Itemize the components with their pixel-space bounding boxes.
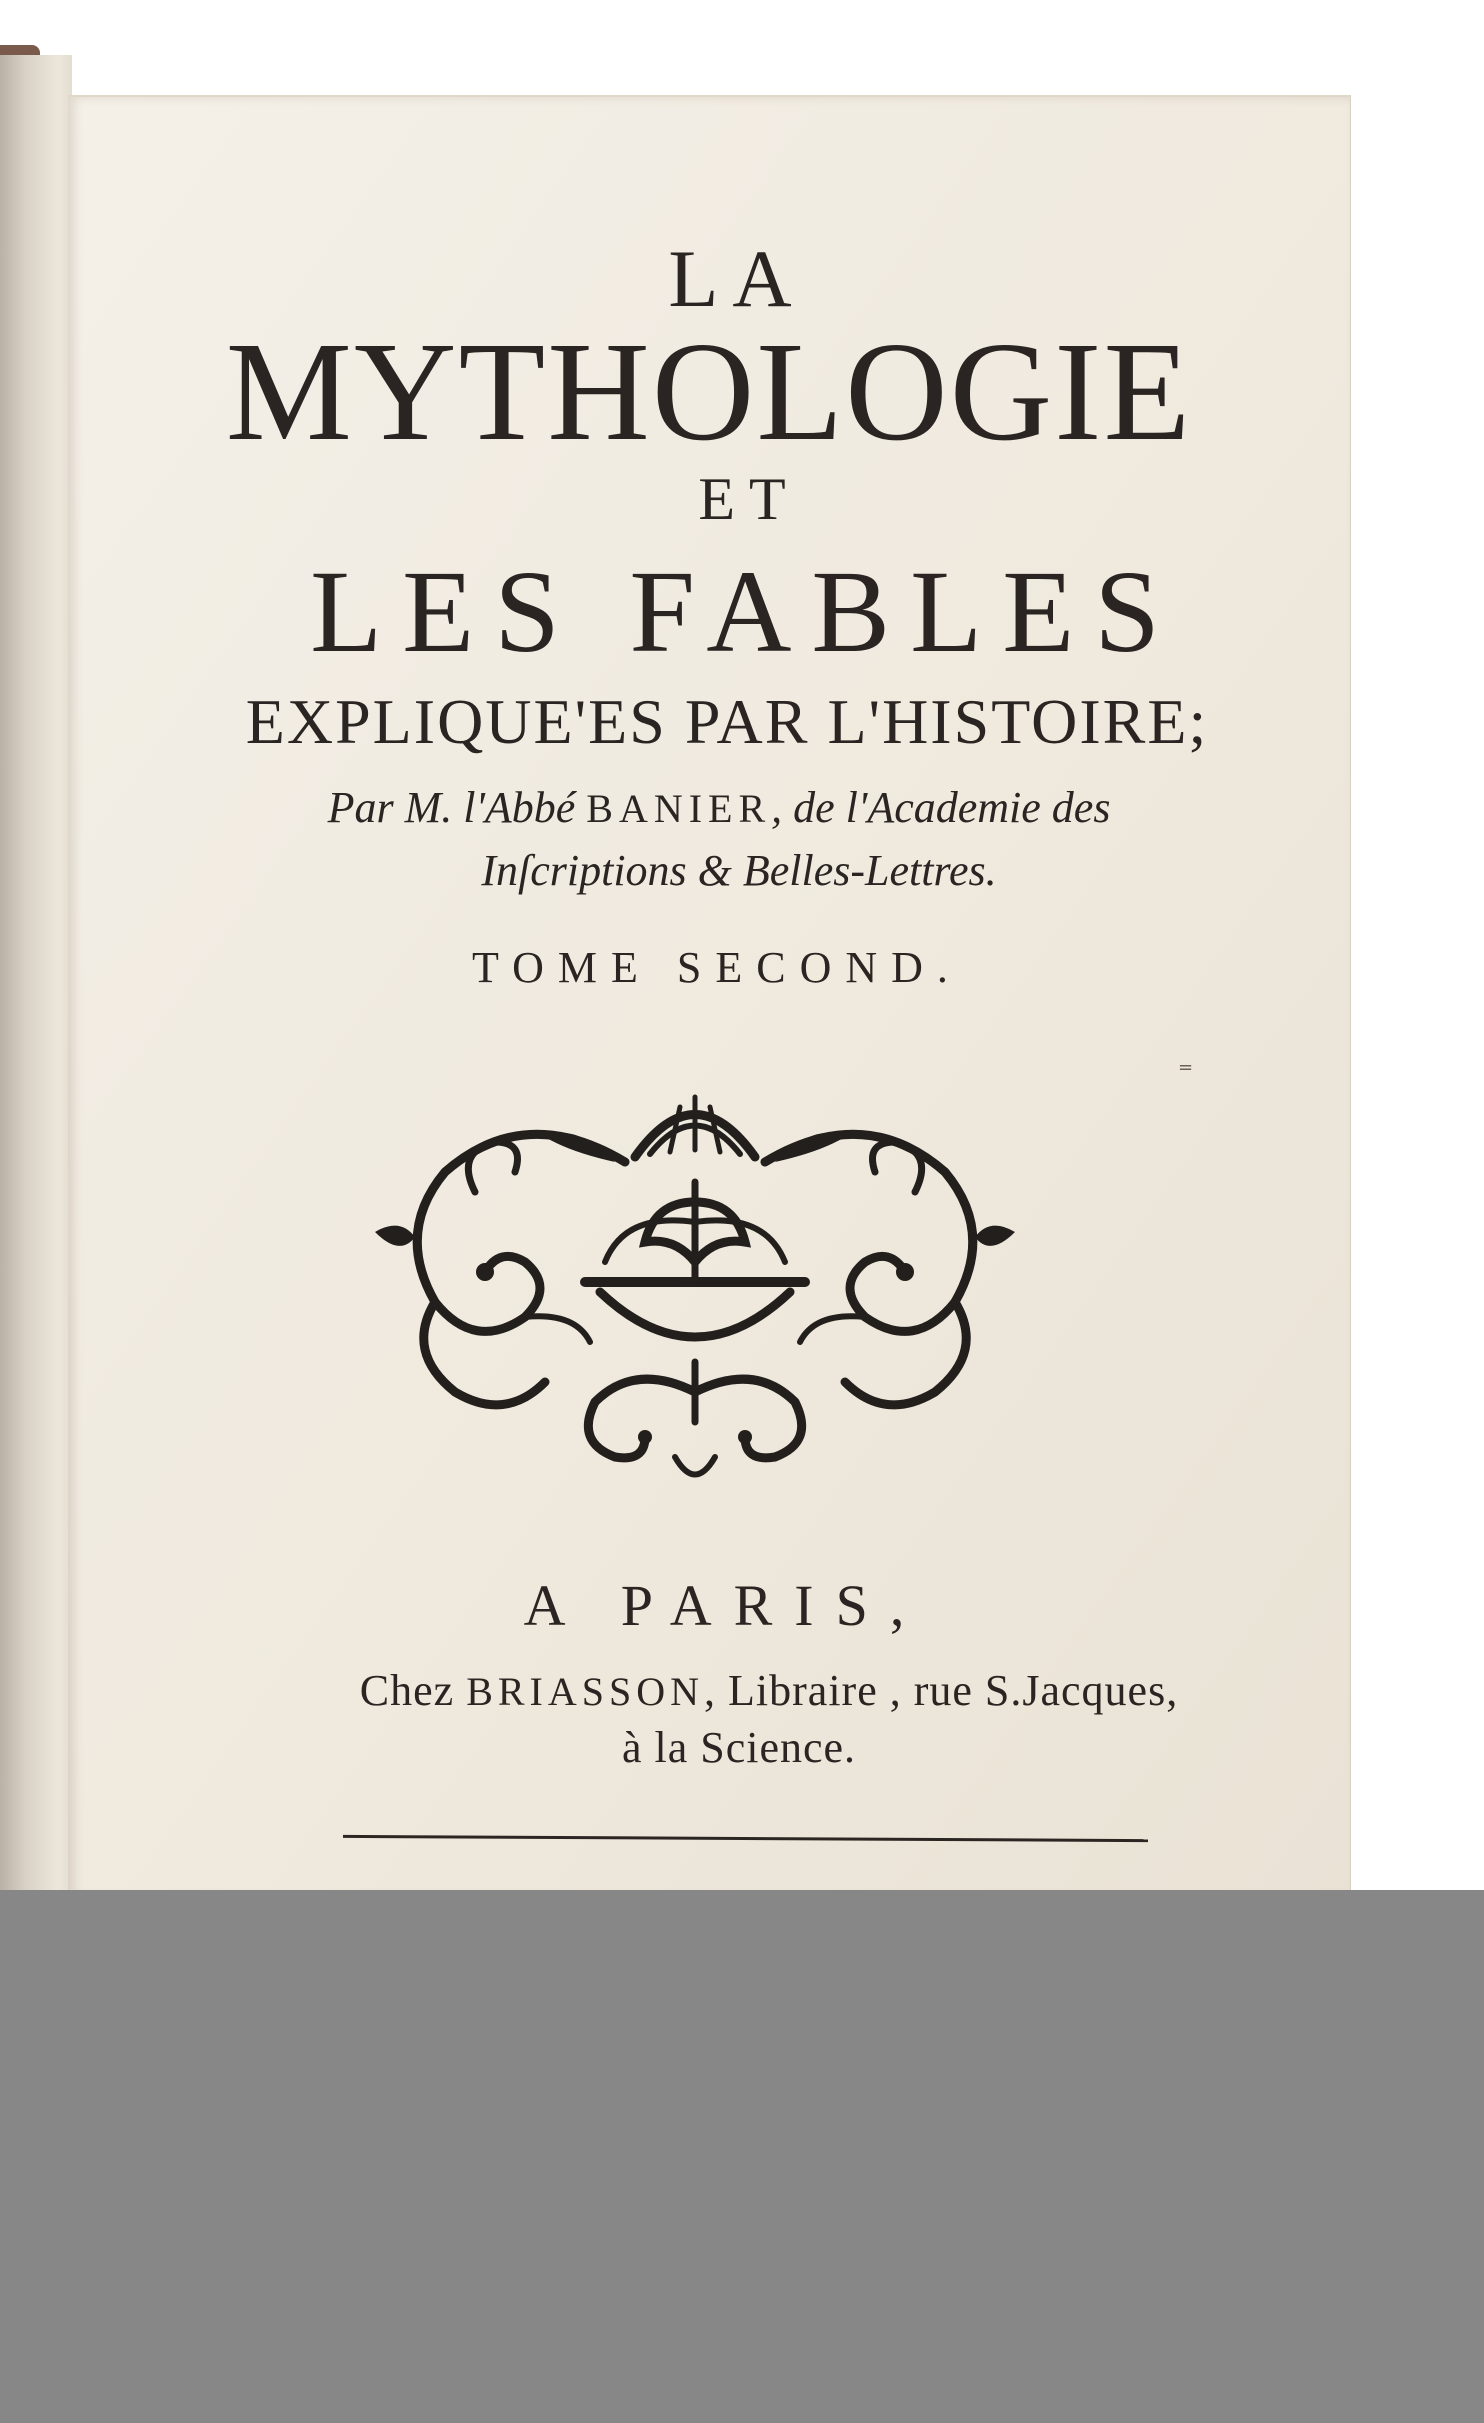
title-line-mythologie: MYTHOLOGIE (225, 312, 1193, 470)
publisher-suffix: , Libraire , rue S.Jacques, (704, 1666, 1179, 1715)
title-line-la: LA (668, 233, 806, 324)
book-spine-edge (0, 55, 72, 1895)
title-line-fables: LES FABLES (310, 546, 1180, 677)
imprint-rule-divider (343, 1835, 1148, 1842)
publisher-prefix: Chez (359, 1666, 467, 1715)
imprint-place: A PARIS, (523, 1573, 927, 1638)
printers-ornament-vase-scrollwork-icon (375, 1062, 1015, 1482)
author-prefix: Par M. l'Abbé (327, 783, 587, 832)
margin-mark: = (1178, 1057, 1194, 1078)
title-line-et: ET (698, 466, 800, 532)
imprint-publisher-line (68, 1665, 1410, 1716)
volume-line: TOME SECOND. (472, 943, 962, 992)
author-line-1 (68, 782, 1360, 833)
publisher-name: BRIASSON (466, 1669, 705, 1714)
author-line-2: Inſcriptions & Belles-Lettres. (481, 846, 997, 895)
subtitle-line: EXPLIQUE'ES PAR L'HISTOIRE; (245, 686, 1209, 757)
title-page (68, 95, 1350, 1897)
author-suffix: , de l'Academie des (771, 783, 1111, 832)
imprint-sign-line: à la Science. (621, 1723, 857, 1772)
redaction-block (0, 1890, 1484, 2423)
author-name: BANIER (586, 786, 772, 831)
